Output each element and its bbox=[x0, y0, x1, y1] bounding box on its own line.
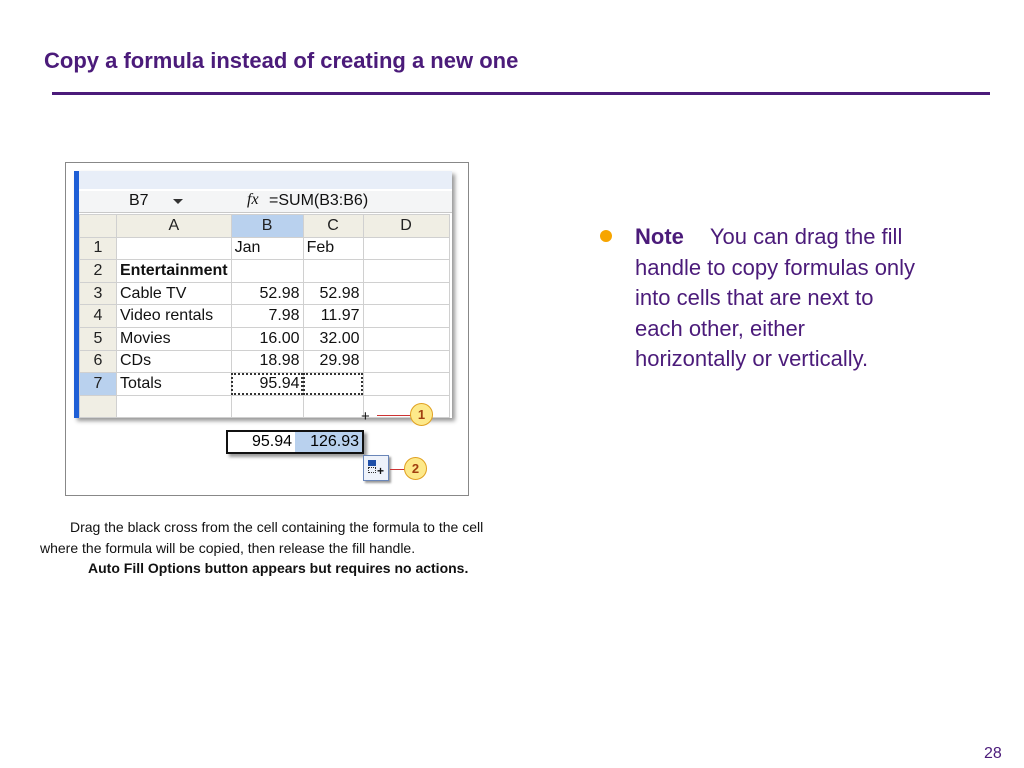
plus-icon: + bbox=[377, 464, 385, 478]
cell[interactable]: Jan bbox=[231, 237, 303, 260]
page-number: 28 bbox=[984, 745, 1002, 762]
fill-dotted-icon bbox=[368, 467, 376, 473]
cell[interactable]: Video rentals bbox=[117, 305, 232, 328]
title-divider bbox=[52, 92, 990, 95]
table-row bbox=[80, 350, 450, 373]
cell[interactable] bbox=[363, 260, 449, 283]
caption-step-2: Auto Fill Options button appears but requires no actions. bbox=[88, 560, 469, 576]
note-body bbox=[635, 222, 920, 375]
cell[interactable] bbox=[117, 237, 232, 260]
cell[interactable]: 18.98 bbox=[231, 350, 303, 373]
callout-marker: 2 bbox=[404, 457, 427, 480]
active-cell[interactable]: 95.94 bbox=[231, 373, 303, 396]
row-header[interactable]: 1 bbox=[80, 237, 117, 260]
cell[interactable]: Movies bbox=[117, 327, 232, 350]
cell[interactable]: Totals bbox=[117, 373, 232, 396]
table-row bbox=[80, 305, 450, 328]
cell[interactable] bbox=[303, 260, 363, 283]
cell[interactable] bbox=[363, 237, 449, 260]
cell[interactable] bbox=[363, 282, 449, 305]
cell-grid bbox=[79, 214, 450, 418]
formula-input[interactable]: =SUM(B3:B6) bbox=[269, 192, 369, 209]
cell[interactable]: 7.98 bbox=[231, 305, 303, 328]
row-header[interactable]: 5 bbox=[80, 327, 117, 350]
callout-marker: 1 bbox=[410, 403, 433, 426]
auto-fill-options-button[interactable] bbox=[363, 455, 389, 481]
cell[interactable]: 11.97 bbox=[303, 305, 363, 328]
chevron-down-icon[interactable] bbox=[173, 199, 183, 204]
row-header[interactable]: 3 bbox=[80, 282, 117, 305]
table-row bbox=[80, 237, 450, 260]
spreadsheet-window bbox=[74, 171, 452, 425]
callout-line bbox=[377, 415, 413, 416]
spreadsheet-figure bbox=[65, 162, 469, 496]
cell[interactable] bbox=[231, 260, 303, 283]
row-header[interactable]: 2 bbox=[80, 260, 117, 283]
cell[interactable]: CDs bbox=[117, 350, 232, 373]
note-bullet bbox=[600, 222, 920, 375]
cell[interactable] bbox=[363, 350, 449, 373]
formula-bar bbox=[79, 191, 452, 213]
note-label: Note bbox=[635, 224, 684, 249]
column-header-a[interactable]: A bbox=[117, 215, 232, 238]
row-header[interactable]: 7 bbox=[80, 373, 117, 396]
row-header[interactable] bbox=[80, 395, 117, 418]
bullet-icon bbox=[600, 230, 612, 242]
table-row bbox=[80, 373, 450, 396]
cell[interactable] bbox=[303, 395, 363, 418]
column-header-d[interactable]: D bbox=[363, 215, 449, 238]
caption-step-1: Drag the black cross from the cell containing the formula to the cell where the formula will be copied, then release the fill handle. bbox=[40, 519, 484, 556]
cell[interactable] bbox=[363, 327, 449, 350]
row-header[interactable]: 6 bbox=[80, 350, 117, 373]
cell[interactable]: 52.98 bbox=[303, 282, 363, 305]
cell[interactable]: 29.98 bbox=[303, 350, 363, 373]
table-row bbox=[80, 327, 450, 350]
result-cell[interactable]: 126.93 bbox=[295, 432, 362, 452]
cell[interactable] bbox=[363, 373, 449, 396]
result-cell[interactable]: 95.94 bbox=[251, 433, 292, 450]
slide-title: Copy a formula instead of creating a new one bbox=[44, 48, 519, 73]
cell[interactable] bbox=[231, 395, 303, 418]
cell[interactable]: 32.00 bbox=[303, 327, 363, 350]
cell[interactable] bbox=[363, 305, 449, 328]
fill-block-icon bbox=[368, 460, 376, 466]
cell[interactable]: Feb bbox=[303, 237, 363, 260]
column-header-c[interactable]: C bbox=[303, 215, 363, 238]
fx-icon[interactable]: fx bbox=[247, 191, 259, 208]
cell[interactable]: Cable TV bbox=[117, 282, 232, 305]
copied-result-cells bbox=[226, 430, 364, 454]
note-text: You can drag the fill handle to copy formulas only into cells that are next to each other, either horizontally or vertically. bbox=[635, 224, 916, 371]
cell[interactable]: Entertainment bbox=[117, 260, 232, 283]
table-row bbox=[80, 282, 450, 305]
fill-handle-cursor-icon[interactable]: + bbox=[361, 408, 370, 425]
cell[interactable] bbox=[117, 395, 232, 418]
table-row bbox=[80, 260, 450, 283]
cell[interactable]: 52.98 bbox=[231, 282, 303, 305]
cell[interactable]: 16.00 bbox=[231, 327, 303, 350]
name-box[interactable]: B7 bbox=[129, 192, 149, 209]
column-header-b[interactable]: B bbox=[231, 215, 303, 238]
drag-target-cell[interactable] bbox=[303, 373, 363, 396]
column-header-row bbox=[80, 215, 450, 238]
select-all-corner[interactable] bbox=[80, 215, 117, 238]
figure-caption bbox=[40, 517, 504, 579]
toolbar-strip bbox=[79, 171, 452, 189]
row-header[interactable]: 4 bbox=[80, 305, 117, 328]
